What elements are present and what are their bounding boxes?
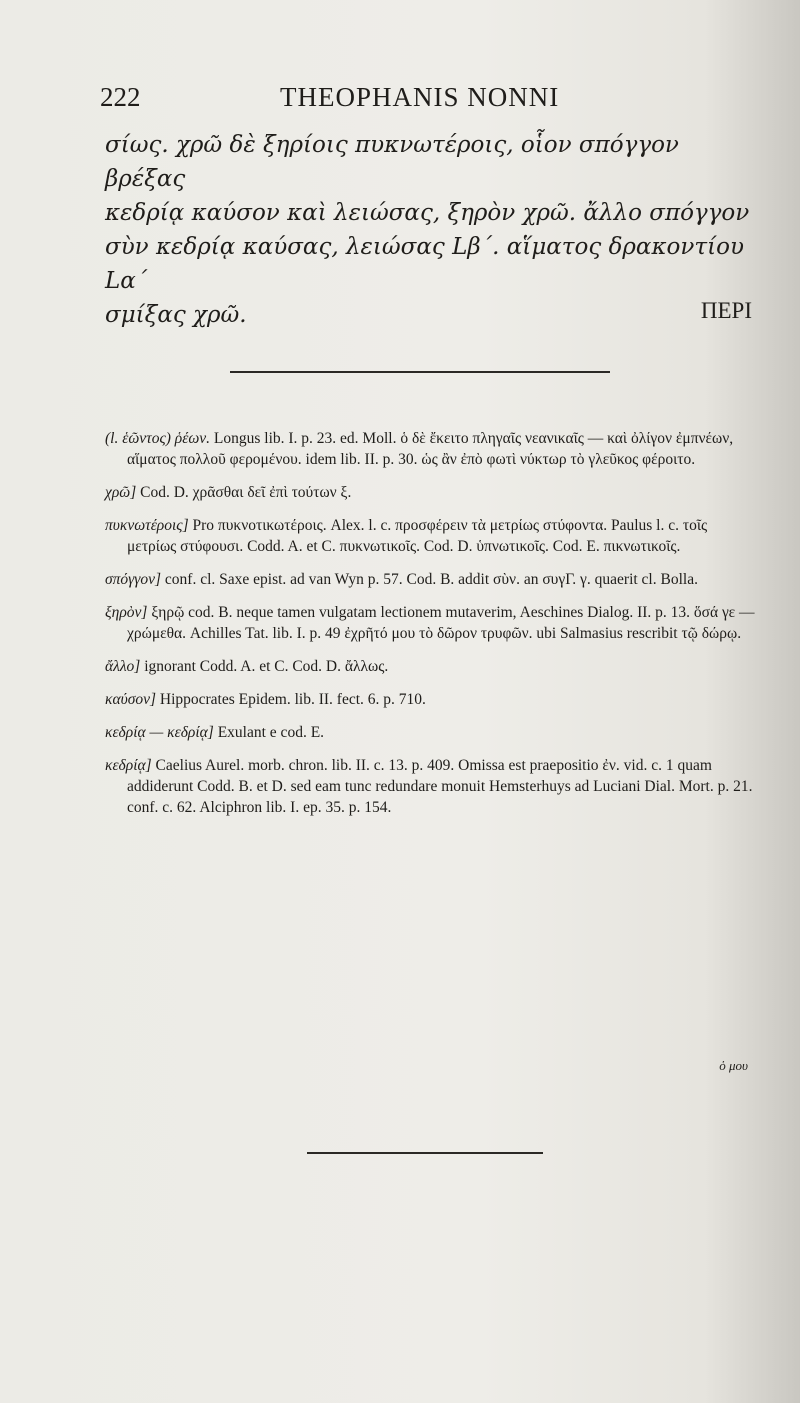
main-text-line: κεδρίᾳ καύσον καὶ λειώσας, ξηρὸν χρῶ. ἄλλο σπόγγον — [105, 200, 750, 226]
bottom-rule — [307, 1152, 543, 1154]
footnote-text: Exulant e cod. E. — [213, 724, 325, 741]
footnote — [105, 569, 755, 590]
main-text — [105, 128, 755, 332]
footnotes — [105, 428, 755, 830]
footnote-text: ξηρῷ cod. B. neque tamen vulgatam lectionem mutaverim, Aeschines Dialog. II. p. 13. ὅσά γε — χρώμεθα. Achilles Tat. lib. I. p. 49 ἐχρῆτό μου τὸ δῶρον τρυφῶν. ubi Salmasius rescribit τῷ δώρῳ. — [127, 604, 755, 642]
footnote-lemma: ξηρὸν] — [105, 604, 148, 621]
footnote — [105, 689, 755, 710]
footnote — [105, 515, 755, 557]
footnote-lemma: σπόγγον] — [105, 571, 162, 588]
footnote-text: Pro πυκνοτικωτέροις. Alex. l. c. προσφέρειν τὰ μετρίως στύφοντα. Paulus l. c. τοῖς μετρίως στύφουσι. Codd. A. et C. πυκνωτικοῖς. Cod. D. ὑπνωτικοῖς. Cod. E. πικνωτικοῖς. — [127, 517, 708, 555]
divider-rule — [230, 371, 610, 373]
footnote-text: Longus lib. I. p. 23. ed. Moll. ὁ δὲ ἔκειτο πληγαῖς νεανικαῖς — καὶ ὀλίγον ἐμπνέων, αἵματος πολλοῦ φερομένου. idem lib. II. p. 30. ὡς ἂν ἐπὸ φωτὶ νύκτωρ τὸ γλεῦκος φέροιτο. — [127, 430, 734, 468]
footnote-text: conf. cl. Saxe epist. ad van Wyn p. 57. Cod. B. addit σὺν. an συγΓ. γ. quaerit cl. Bolla. — [161, 571, 698, 588]
footnote-text: Caelius Aurel. morb. chron. lib. II. c. 13. p. 409. Omissa est praepositio ἐν. vid. c. 1 quam addiderunt Codd. B. et D. sed eam tunc redundare monuit Hemsterhuys ad Luciani Dial. Mort. p. 21. conf. c. 62. Alciphron lib. I. ep. 35. p. 154. — [127, 757, 753, 816]
page-header — [100, 82, 750, 122]
running-title: THEOPHANIS NONNI — [280, 82, 560, 112]
footnote-lemma: καύσον] — [105, 691, 156, 708]
footnote-lemma: πυκνωτέροις] — [105, 517, 189, 534]
footnote — [105, 428, 755, 470]
footnote-lemma: ἄλλο] — [105, 658, 141, 675]
footnote — [105, 482, 755, 503]
footnote-text: Hippocrates Epidem. lib. II. fect. 6. p. 710. — [156, 691, 426, 708]
page-number: 222 — [100, 82, 141, 112]
footnote-text: ignorant Codd. A. et C. Cod. D. ἄλλως. — [140, 658, 389, 675]
footnote-lemma: κεδρίᾳ — κεδρίᾳ] — [105, 724, 214, 741]
footnote — [105, 722, 755, 743]
footnote-lemma: (l. ἑῶντος) ῥέων. — [105, 430, 211, 447]
main-text-line: σίως. χρῶ δὲ ξηρίοις πυκνωτέροις, οἷον σπόγγον βρέξας — [105, 132, 679, 192]
catchword: ὁ μου — [719, 1058, 748, 1073]
footnote — [105, 656, 755, 677]
footnote — [105, 755, 755, 818]
main-text-line: σὺν κεδρίᾳ καύσας, λειώσας Lβ΄. αἵματος δρακοντίου Lα΄ — [105, 234, 744, 294]
main-text-line: σμίξας χρῶ. — [105, 302, 247, 328]
footnote-text: Cod. D. χρᾶσθαι δεῖ ἐπὶ τούτων ξ. — [136, 484, 352, 501]
footnote — [105, 602, 755, 644]
footnote-lemma: κεδρίᾳ] — [105, 757, 152, 774]
footnote-lemma: χρῶ] — [105, 484, 137, 501]
catchword-heading: ΠΕΡΙ — [700, 298, 752, 323]
